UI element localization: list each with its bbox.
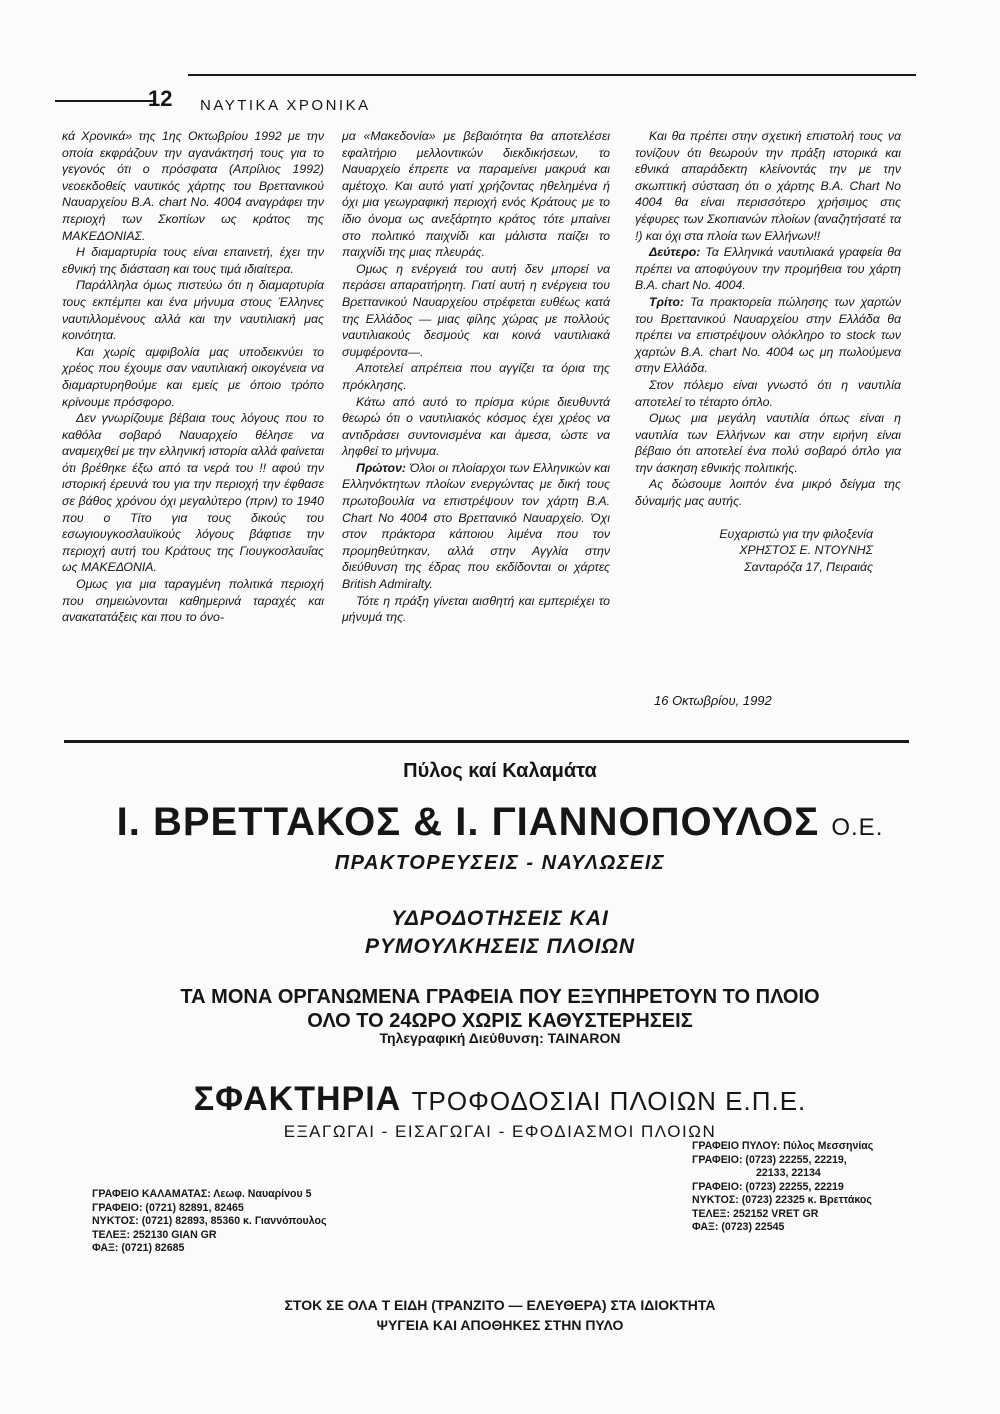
paragraph: Δεν γνωρίζουμε βέβαια τους λόγους που το καθόλα σοβαρό Ναυαρχείο θέλησε να αναμειχθεί με την ελληνική ιστορία αλλά φαίνεται ότι βρέθηκε έξω από τα νερά του !! αφού την ιστορική έρευνά του για την περιοχή την έφθασε σε βάθος χρόνου όχι μεγαλύτερο (πριν) το 1940 που ο Τίτο για τους δικούς του εσωγιουγκοσλαυϊκούς λόγους βάφτισε την περιοχή αυτή του Κράτους της Γιουγκοσλαυΐας ως ΜΑΚΕΔΟΝΙΑ. xyxy=(62,411,324,575)
ad-company2 xyxy=(0,1080,1000,1119)
address-line: ΤΕΛΕΞ: 252152 VRET GR xyxy=(692,1207,819,1220)
paragraph-text: Τα πρακτορεία πώλησης των χαρτών του Βρεττανικού Ναυαρχείου στην Ελλάδα θα πρέπει να επιστρέψουν ολόκληρο το stock των χαρτών B.A. chart No. 4004 ως μη πωλούμενα στην Ελλάδα. xyxy=(635,294,901,376)
paragraph: Η διαμαρτυρία τους είναι επαινετή, έχει την εθνική της διάσταση και τους τιμά ιδιαίτερα. xyxy=(62,245,324,276)
paragraph-third-point xyxy=(635,294,901,377)
address-line: ΦΑΞ: (0721) 82685 xyxy=(92,1242,185,1254)
article-column-1 xyxy=(62,128,324,626)
ad-company-name xyxy=(0,800,1000,845)
address-line: ΦΑΞ: (0723) 22545 xyxy=(692,1221,785,1233)
signature-address: Σανταρόζα 17, Πειραιάς xyxy=(744,559,873,574)
address-line: ΝΥΚΤΟΣ: (0721) 82893, 85360 κ. Γιαννόπουλος xyxy=(92,1215,327,1227)
letter-date: 16 Οκτωβρίου, 1992 xyxy=(654,693,772,708)
ad-telegraph: Τηλεγραφική Διεύθυνση: TAINARON xyxy=(379,1030,621,1046)
address-line: ΤΕΛΕΞ: 252130 GIAN GR xyxy=(92,1228,217,1241)
address-line: ΓΡΑΦΕΙΟ: (0723) 22255, 22219, xyxy=(692,1153,847,1166)
paragraph-text: Όλοι οι πλοίαρχοι των Ελληνικών και Ελληνόκτητων πλοίων ενεργώντας με δική τους πρωτοβουλία να επιστρέψουν τον χάρτη B.A. Chart No 4004 στο Βρεττανικό Ναυαρχείο. Όχι στον πράκτορα κάποιου λιμένα που τον προμηθεύτηκαν, αλλά στην Αγγλία στην διεύθυνση της έδρας που εκδίδονται οι χάρτες British Admiralty. xyxy=(342,460,610,592)
header-rule-top xyxy=(188,74,916,76)
paragraph: Ας δώσουμε λοιπόν ένα μικρό δείγμα της δύναμής μας αυτής. xyxy=(635,477,901,509)
ad-services: ΠΡΑΚΤΟΡΕΥΣΕΙΣ - ΝΑΥΛΩΣΕΙΣ xyxy=(334,852,666,874)
paragraph: μα «Μακεδονία» με βεβαιότητα θα αποτελέσει εφαλτήριο μελλοντικών διεκδικήσεων, το Ναυαρχείο έπρεπε να παραμείνει μακρυά και αμέτοχο. Και αυτό γιατί χρήζοντας ηθελημένα ή όχι μια γεωγραφική περιοχή ενός Κράτους με το ίδιο όνομα ως ανεξάρτητο κράτος τότε μπαίνει στο πολιτικό παιχνίδι και μάλιστα παίζει το παιχνίδι της μιας πλευράς. xyxy=(342,129,610,260)
ad-region: Πύλος καί Καλαμάτα xyxy=(403,760,597,782)
stock-line: ΨΥΓΕΙΑ ΚΑΙ ΑΠΟΘΗΚΕΣ ΣΤΗΝ ΠΥΛΟ xyxy=(376,1317,624,1333)
paragraph: Ομως μια μεγάλη ναυτιλία όπως είναι η ναυτιλία των Ελλήνων και στην ειρήνη είναι βέβαιο ότι αποτελεί ένα πολύ σοβαρό όπλο για την άσκηση εθνικής πολιτικής. xyxy=(635,411,901,475)
paragraph: Και χωρίς αμφιβολία μας υποδεικνύει το χρέος που έχουμε σαν ναυτιλιακή οικογένεια να διαμαρτυρηθούμε και εμείς με όποιο τρόπο κρίνουμε πρόσφορο. xyxy=(62,344,324,409)
slogan-line: ΤΑ ΜΟΝΑ ΟΡΓΑΝΩΜΕΝΑ ΓΡΑΦΕΙΑ ΠΟΥ ΕΞΥΠΗΡΕΤΟΥΝ ΤΟ ΠΛΟΙΟ xyxy=(180,986,820,1008)
ad-divider xyxy=(64,740,909,743)
company-suffix: Ο.Ε. xyxy=(831,814,884,841)
kalamata-office xyxy=(92,1188,326,1256)
label-first: Πρώτον: xyxy=(356,460,407,475)
paragraph: Παράλληλα όμως πιστεύω ότι η διαμαρτυρία τους εκπέμπει και ένα μήνυμα στους Έλληνες ναυτιλλομένους αλλά και την ναυτιλιακή μας κοινότητα. xyxy=(62,278,324,343)
label-second: Δεύτερο: xyxy=(649,245,701,260)
paragraph-second-point xyxy=(635,244,901,294)
ad-activities: ΕΞΑΓΩΓΑΙ - ΕΙΣΑΓΩΓΑΙ - ΕΦΟΔΙΑΣΜΟΙ ΠΛΟΙΩΝ xyxy=(283,1122,717,1141)
ad-services-2 xyxy=(0,905,1000,961)
company2-rest: ΤΡΟΦΟΔΟΣΙΑΙ ΠΛΟΙΩΝ Ε.Π.Ε. xyxy=(411,1086,807,1116)
pylos-office xyxy=(692,1140,873,1235)
label-third: Τρίτο: xyxy=(649,294,685,309)
paragraph: Ομως για μια ταραγμένη πολιτικά περιοχή που σημειώνονται καθημερινά ταραχές και ανακατατάξεις και που το όνο- xyxy=(62,577,324,625)
paragraph: Και θα πρέπει στην σχετική επιστολή τους να τονίζουν ότι θεωρούν την πράξη ιστορικά και εθνικά απαράδεκτη κλείνοντάς την με την σκωπτική σύσταση ότι ο χάρτης B.A. Chart No 4004 θα είναι περισσότερο χρήσιμος στις γέφυρες των Σκοπιανών πλοίων (αναζητήσατέ τα !) και όχι στα πλοία των Ελλήνων!! xyxy=(635,129,901,243)
paragraph-first-point xyxy=(342,460,610,593)
address-line: ΝΥΚΤΟΣ: (0723) 22325 κ. Βρεττάκος xyxy=(692,1194,872,1206)
address-line: 22133, 22134 xyxy=(756,1167,821,1179)
paragraph: κά Χρονικά» της 1ης Οκτωβρίου 1992 με την οποία εκφράζουν την αγανάκτησή τους για το γεγονός ότι ο πρόσφατα (Απρίλιος 1992) νεοεκδοθείς ναυτικός χάρτης του Βρεττανικού Ναυαρχείου B.A. chart No. 4004 αναγράφει την περιοχή των Σκοπίων ως κράτος της ΜΑΚΕΔΟΝΙΑΣ. xyxy=(62,129,324,243)
ad-slogan xyxy=(0,985,1000,1033)
services-line: ΡΥΜΟΥΛΚΗΣΕΙΣ ΠΛΟΙΩΝ xyxy=(364,935,636,958)
address-line: ΓΡΑΦΕΙΟ: (0721) 82891, 82465 xyxy=(92,1201,244,1214)
company-name: Ι. ΒΡΕΤΤΑΚΟΣ & Ι. ΓΙΑΝΝΟΠΟΥΛΟΣ xyxy=(116,800,820,844)
paragraph: Κάτω από αυτό το πρίσμα κύριε διευθυντά θεωρώ ότι ο ναυτιλιακός κόσμος έχει χρέος να αντιδράσει συντονισμένα και άμεσα, ώστε να ληφθεί το μήνυμα. xyxy=(342,394,610,459)
signature-name: ΧΡΗΣΤΟΣ Ε. ΝΤΟΥΝΗΣ xyxy=(739,543,873,558)
address-line: ΓΡΑΦΕΙΟ: (0723) 22255, 22219 xyxy=(692,1180,844,1193)
stock-line: ΣΤΟΚ ΣΕ ΟΛΑ Τ ΕΙΔΗ (ΤΡΑΝΖΙΤΟ — ΕΛΕΥΘΕΡΑ) ΣΤΑ ΙΔΙΟΚΤΗΤΑ xyxy=(284,1297,716,1313)
company2-name: ΣΦΑΚΤΗΡΙΑ xyxy=(193,1080,402,1118)
address-line: ΓΡΑΦΕΙΟ ΚΑΛΑΜΑΤΑΣ: Λεωφ. Ναυαρίνου 5 xyxy=(92,1188,312,1200)
paragraph-text: Τα Ελληνικά ναυτιλιακά γραφεία θα πρέπει να αποφύγουν την προμήθεια του χάρτη B.A. chart No. 4004. xyxy=(635,245,901,293)
paragraph: Αποτελεί απρέπεια που αγγίζει τα όρια της πρόκλησης. xyxy=(342,361,610,392)
signature-thanks: Ευχαριστώ για την φιλοξενία xyxy=(719,526,873,541)
page-number: 12 xyxy=(148,86,173,111)
ad-stock xyxy=(0,1295,1000,1335)
paragraph: Ομως η ενέργειά του αυτή δεν μπορεί να περάσει απαρατήρητη. Γιατί αυτή η ενέργεια του Βρεττανικού Ναυαρχείου στρέφεται ευθέως κατά της Ελλάδος — μιας φίλης χώρας με πολλούς ναυτιλιακούς δεσμούς και κοινά ναυτιλιακά συμφέροντα—. xyxy=(342,261,610,359)
address-line: ΓΡΑΦΕΙΟ ΠΥΛΟΥ: Πύλος Μεσσηνίας xyxy=(692,1140,874,1152)
signature-block xyxy=(635,526,901,576)
article-column-3 xyxy=(635,128,901,575)
services-line: ΥΔΡΟΔΟΤΗΣΕΙΣ ΚΑΙ xyxy=(391,907,609,930)
slogan-line: ΟΛΟ ΤΟ 24ΩΡΟ ΧΩΡΙΣ ΚΑΘΥΣΤΕΡΗΣΕΙΣ xyxy=(307,1010,693,1032)
article-column-2 xyxy=(342,128,610,626)
header-rule-left xyxy=(55,100,155,102)
paragraph: Τότε η πράξη γίνεται αισθητή και εμπεριέχει το μήνυμά της. xyxy=(342,593,610,625)
publication-title: ΝΑΥΤΙΚΑ ΧΡΟΝΙΚΑ xyxy=(200,97,371,114)
paragraph: Στον πόλεμο είναι γνωστό ότι η ναυτιλία αποτελεί το τέταρτο όπλο. xyxy=(635,377,901,409)
